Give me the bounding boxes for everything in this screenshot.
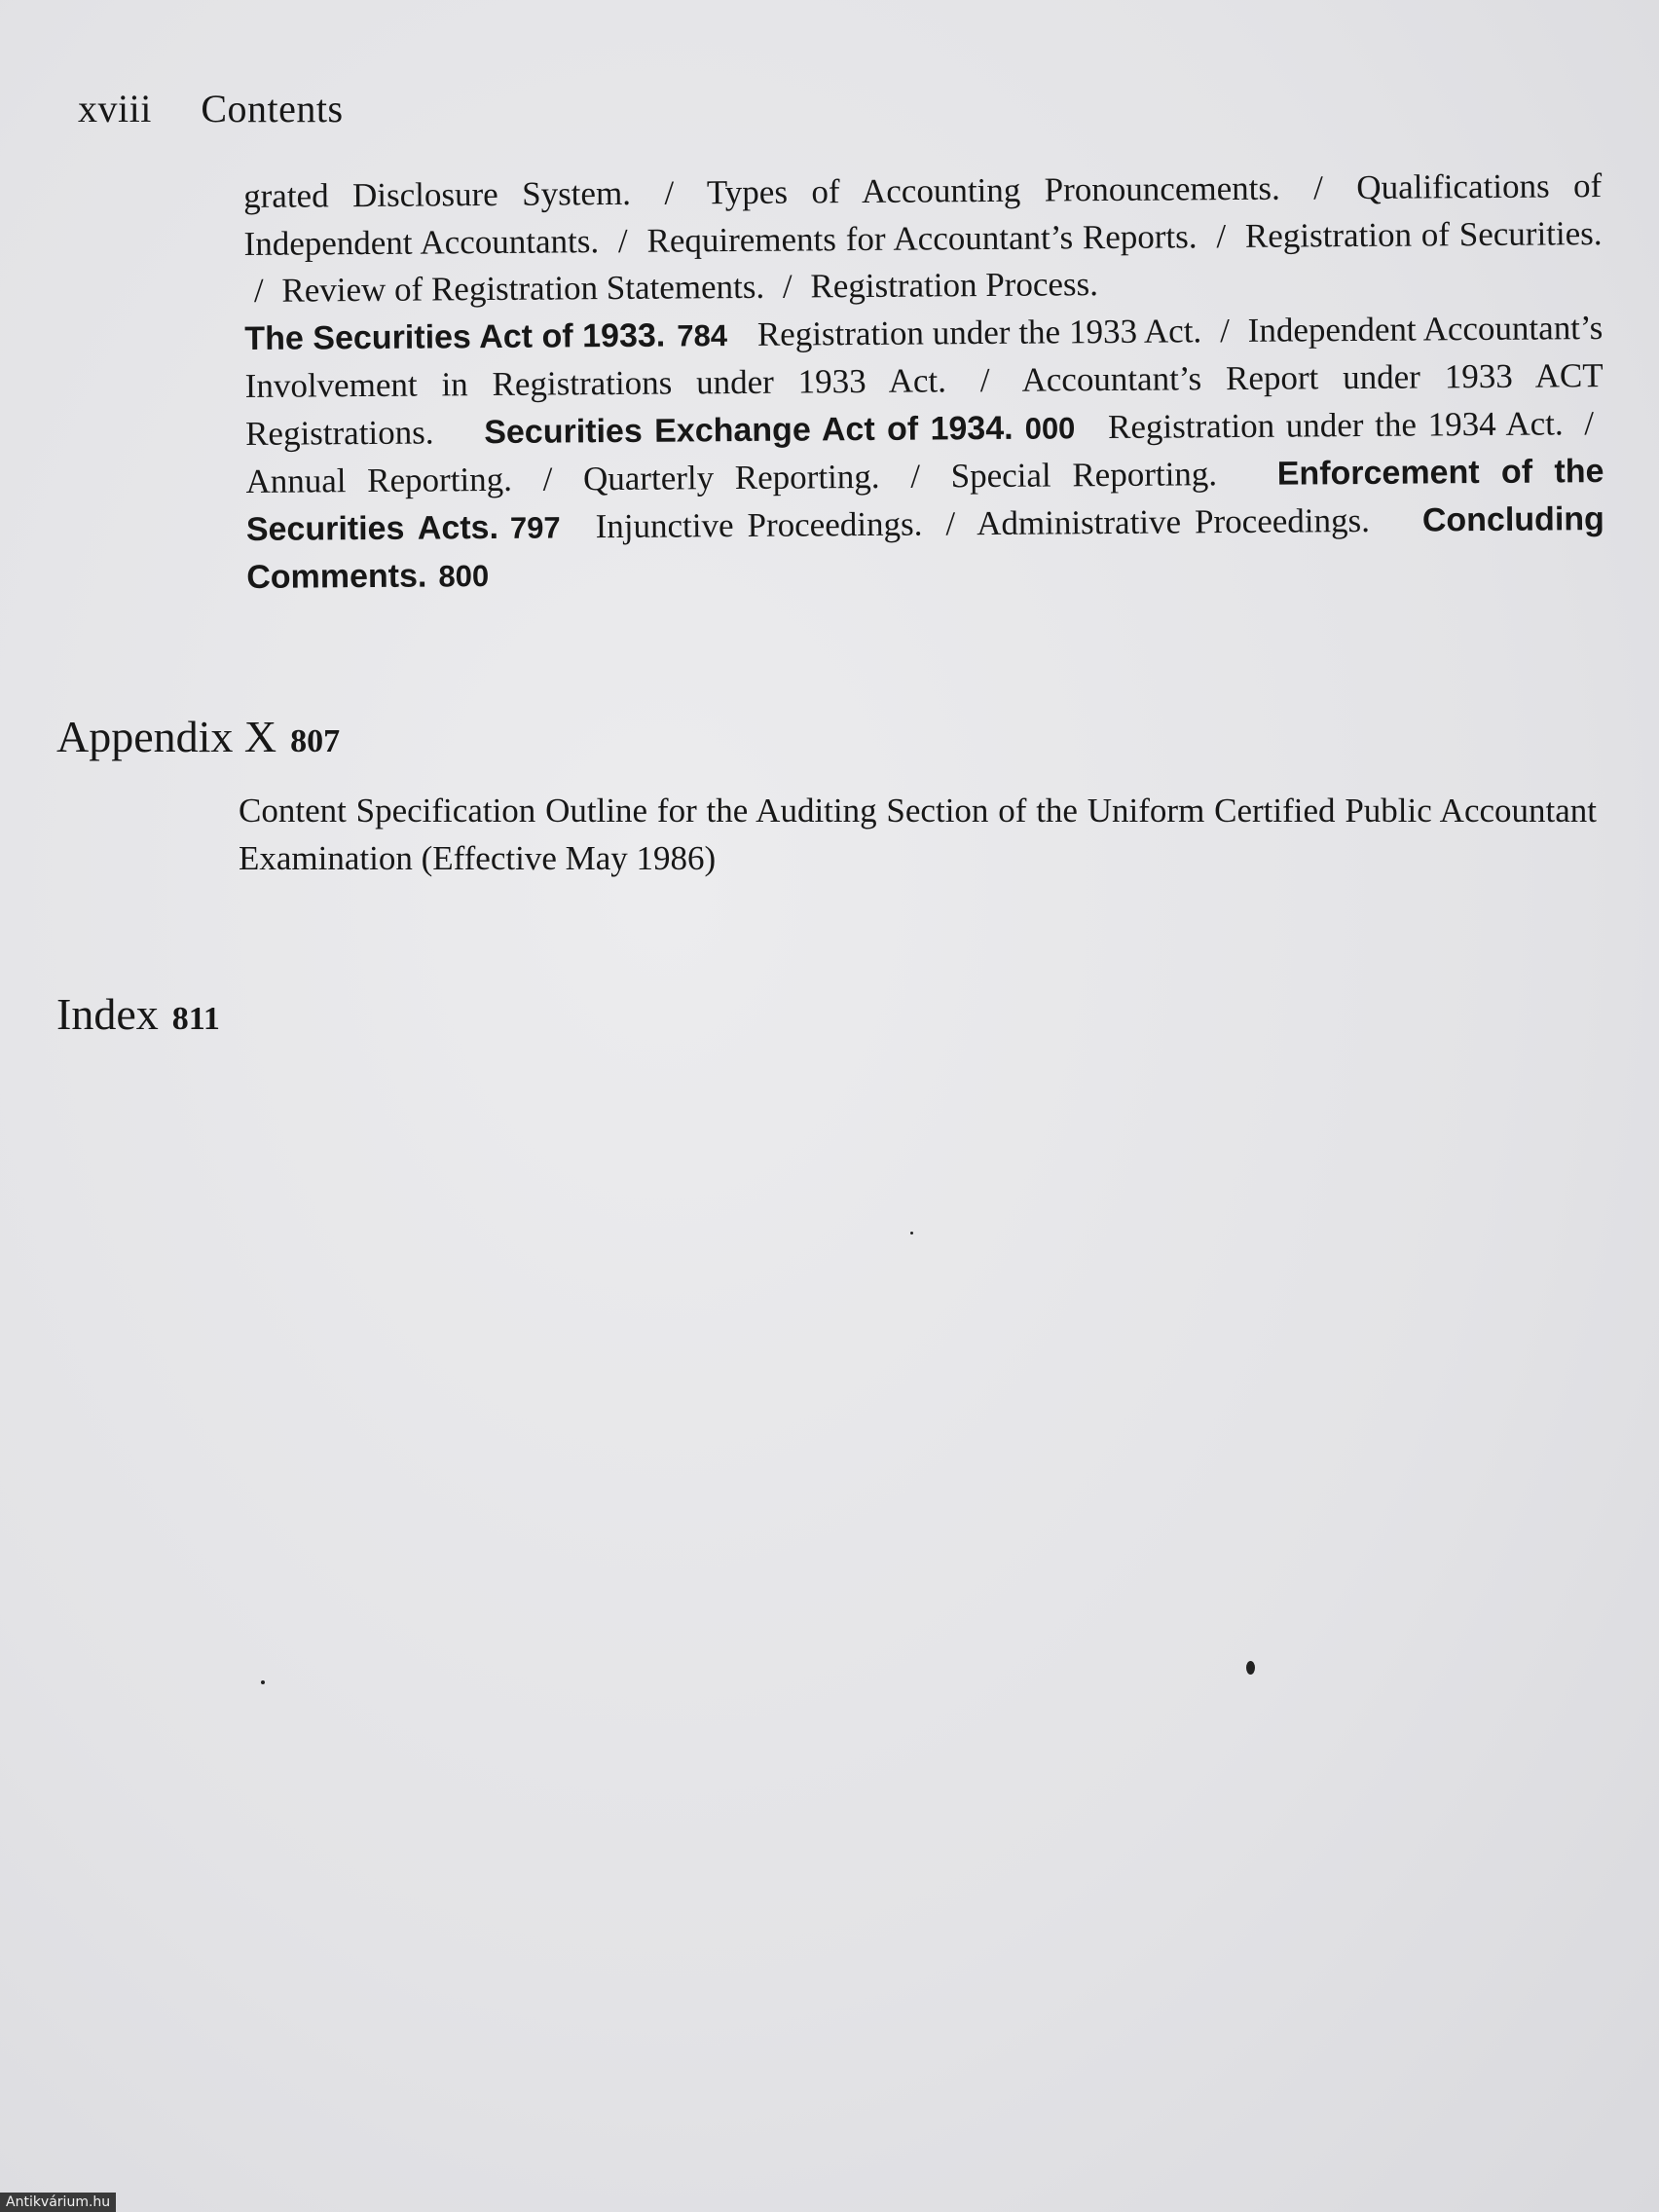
toc-chapter-continuation — [243, 163, 1604, 602]
running-head-title: Contents — [201, 87, 344, 130]
print-speck — [910, 1232, 913, 1235]
toc-entry: Injunctive Proceedings. — [595, 504, 923, 545]
toc-entry: Requirements for Accountant’s Reports. — [646, 216, 1198, 260]
toc-entry: Registration of Securities. — [1244, 213, 1603, 255]
toc-entry: Registration under the 1934 Act. — [1107, 403, 1564, 446]
toc-entry: Accountant’s Report under 1933 ACT Registrations. — [244, 356, 1604, 453]
toc-entry: Annual Reporting. — [245, 460, 513, 500]
section-heading-1933: The Securities Act of 1933. — [244, 316, 666, 357]
separator: / — [542, 460, 553, 498]
separator: / — [617, 221, 628, 260]
toc-entry: Special Reporting. — [950, 455, 1218, 496]
print-speck — [261, 1680, 265, 1684]
toc-entry: Independent Accountant’s Involvement in Registrations under 1933 Act. — [244, 308, 1604, 405]
index-title: Index — [56, 989, 159, 1039]
toc-entry: Types of Accounting Pronouncements. — [706, 168, 1280, 212]
separator: / — [253, 271, 264, 310]
section-heading-enforcement: Enforcement of the Securities Acts. — [245, 453, 1604, 548]
toc-entry: Registration Process. — [810, 265, 1099, 306]
index-heading — [56, 988, 220, 1040]
section-page-concluding: 800 — [438, 559, 490, 594]
section-heading-1934: Securities Exchange Act of 1934. — [484, 409, 1014, 451]
appendix-heading — [56, 711, 340, 762]
section-heading-concluding: Concluding Comments. — [246, 499, 1604, 596]
separator: / — [945, 503, 956, 542]
toc-entry: Review of Registration Statements. — [281, 267, 765, 310]
toc-entry: Quarterly Reporting. — [582, 457, 880, 498]
appendix-title: Appendix X — [56, 712, 277, 761]
toc-entry: Registration under the 1933 Act. — [756, 311, 1202, 353]
section-page-1933: 784 — [677, 317, 728, 353]
watermark: Antikvárium.hu — [0, 2193, 116, 2212]
separator: / — [782, 267, 793, 306]
separator: / — [664, 173, 675, 212]
toc-entry: Administrative Proceedings. — [976, 500, 1371, 542]
separator: / — [1313, 168, 1324, 207]
toc-entry: grated Disclosure System. — [243, 173, 632, 215]
separator: / — [910, 457, 921, 496]
toc-entry: Qualifications of Independent Accountants. — [243, 166, 1603, 263]
running-head — [78, 86, 344, 131]
section-page-enforcement: 797 — [509, 509, 561, 545]
separator: / — [1216, 216, 1227, 255]
page-folio: xviii — [78, 87, 152, 130]
print-speck — [1246, 1661, 1255, 1675]
appendix-page: 807 — [290, 723, 341, 759]
section-page-1934: 000 — [1024, 410, 1076, 446]
appendix-description: Content Specification Outline for the Auditing Section of the Uniform Certified Public Accountant Examination (Effective May 1986) — [239, 792, 1597, 877]
separator: / — [1219, 311, 1230, 350]
separator: / — [1584, 403, 1595, 442]
index-page: 811 — [171, 1001, 220, 1037]
separator: / — [979, 360, 990, 400]
